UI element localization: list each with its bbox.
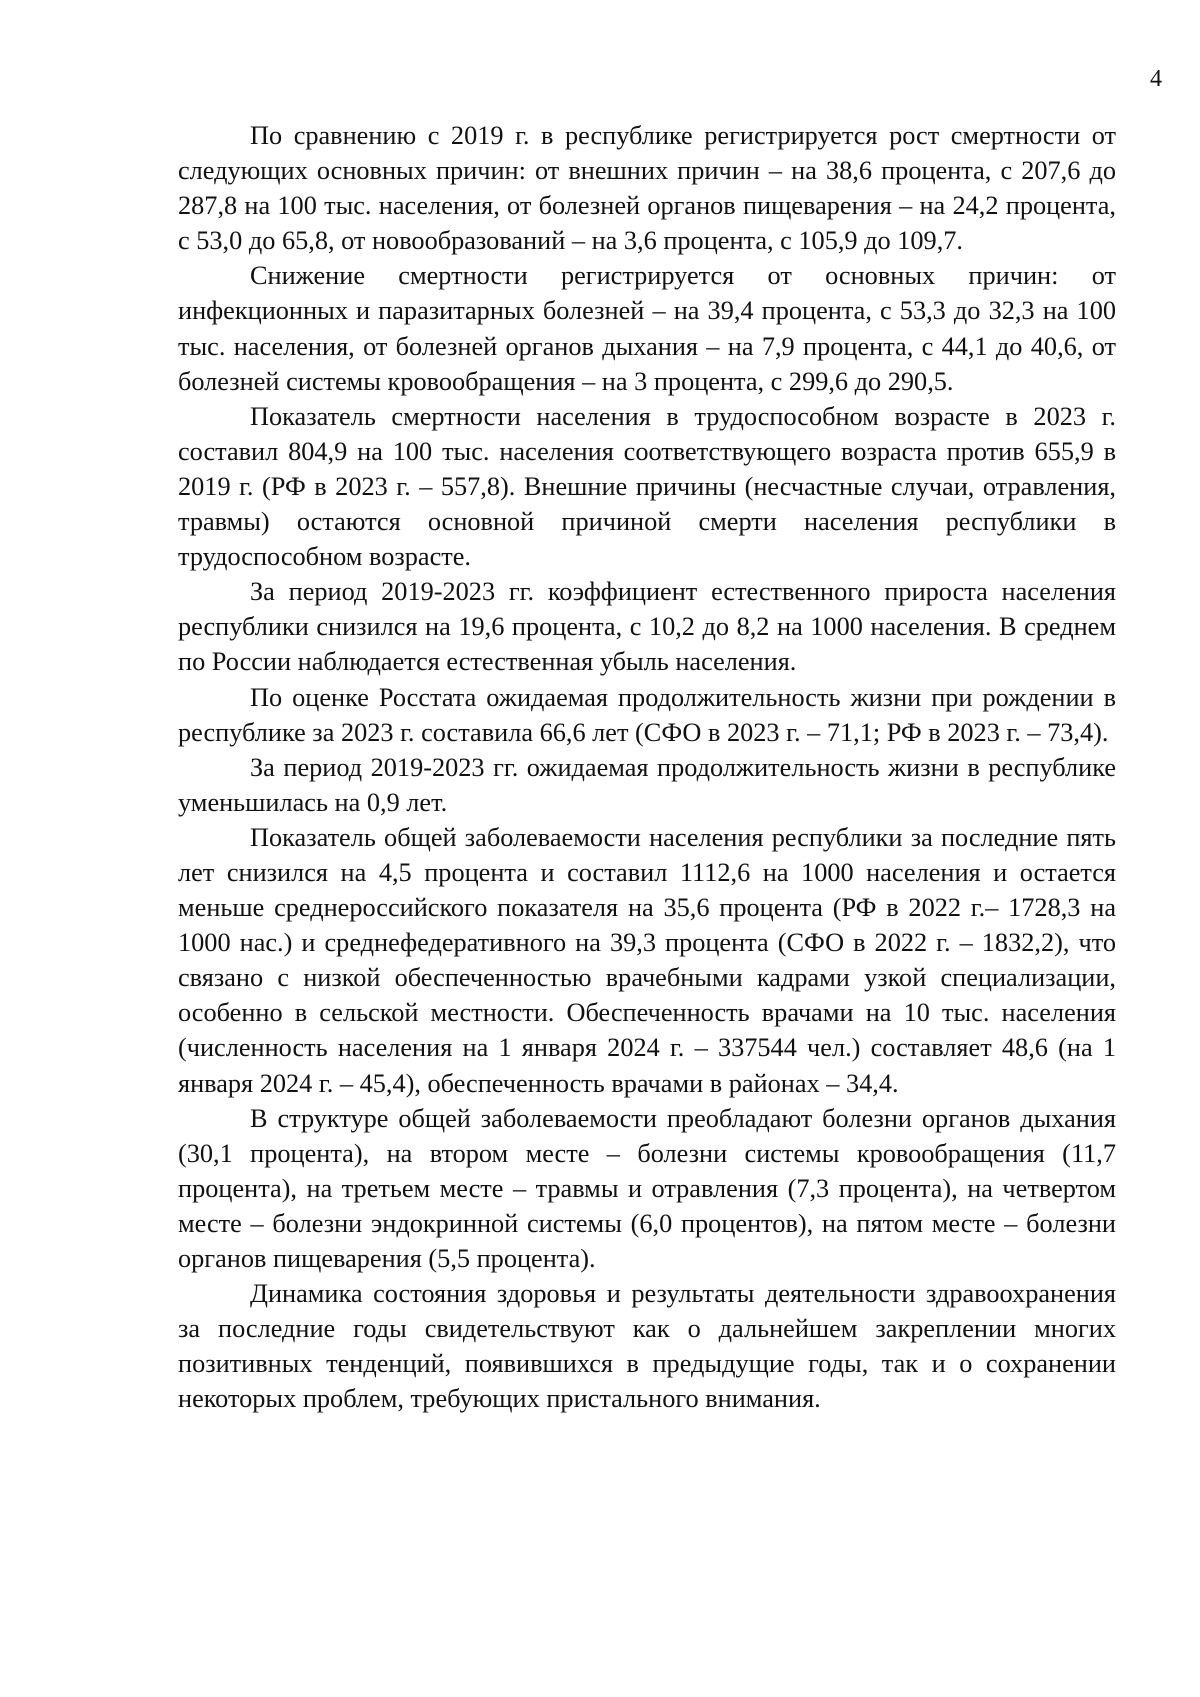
page-number: 4: [1150, 66, 1162, 92]
paragraph-mortality-decline: Снижение смертности регистрируется от основных причин: от инфекционных и паразитарных болезней – на 39,4 процента, с 53,3 до 32,3 на 100 тыс. населения, от болезней органов дыхания – на 7,9 процента, с 44,1 до 40,6, от болезней системы кровообращения – на 3 процента, с 299,6 до 290,5.: [178, 261, 1116, 396]
paragraph-general-morbidity: Показатель общей заболеваемости населения республики за последние пять лет снизился на 4,5 процента и составил 1112,6 на 1000 населения и остается меньше среднероссийского показателя на 35,6 процента (РФ в 2022 г.– 1728,3 на 1000 нас.) и среднефедеративного на 39,3 процента (СФО в 2022 г. – 1832,2), что связано с низкой обеспеченностью врачебными кадрами узкой специализации, особенно в сельской местности. Обеспеченность врачами на 10 тыс. населения (численность населения на 1 января 2024 г. – 337544 чел.) составляет 48,6 (на 1 января 2024 г. – 45,4), обеспеченность врачами в районах – 34,4.: [178, 822, 1116, 1098]
paragraph-mortality-growth: По сравнению с 2019 г. в республике регистрируется рост смертности от следующих основных причин: от внешних причин – на 38,6 процента, с 207,6 до 287,8 на 100 тыс. населения, от болезней органов пищеварения – на 24,2 процента, с 53,0 до 65,8, от новообразований – на 3,6 процента, с 105,9 до 109,7.: [178, 121, 1116, 256]
paragraph-life-expectancy-change: За период 2019-2023 гг. ожидаемая продолжительность жизни в республике уменьшилась на 0,9 лет.: [178, 752, 1116, 817]
paragraph-natural-growth: За период 2019-2023 гг. коэффициент естественного прироста населения республики снизился на 19,6 процента, с 10,2 до 8,2 на 1000 населения. В среднем по России наблюдается естественная убыль населения.: [178, 577, 1116, 677]
paragraph-working-age-mortality: Показатель смертности населения в трудоспособном возрасте в 2023 г. составил 804,9 на 100 тыс. населения соответствующего возраста против 655,9 в 2019 г. (РФ в 2023 г. – 557,8). Внешние причины (несчастные случаи, отравления, травмы) остаются основной причиной смерти населения республики в трудоспособном возрасте.: [178, 401, 1116, 572]
paragraph-conclusion: Динамика состояния здоровья и результаты деятельности здравоохранения за последние годы свидетельствуют как о дальнейшем закреплении многих позитивных тенденций, появившихся в предыдущие годы, так и о сохранении некоторых проблем, требующих пристального внимания.: [178, 1279, 1116, 1414]
document-body: [178, 118, 1116, 1416]
paragraph-life-expectancy: По оценке Росстата ожидаемая продолжительность жизни при рождении в республике за 2023 г. составила 66,6 лет (СФО в 2023 г. – 71,1; РФ в 2023 г. – 73,4).: [178, 682, 1116, 747]
paragraph-morbidity-structure: В структуре общей заболеваемости преобладают болезни органов дыхания (30,1 процента), на втором месте – болезни системы кровообращения (11,7 процента), на третьем месте – травмы и отравления (7,3 процента), на четвертом месте – болезни эндокринной системы (6,0 процентов), на пятом месте – болезни органов пищеварения (5,5 процента).: [178, 1103, 1116, 1273]
